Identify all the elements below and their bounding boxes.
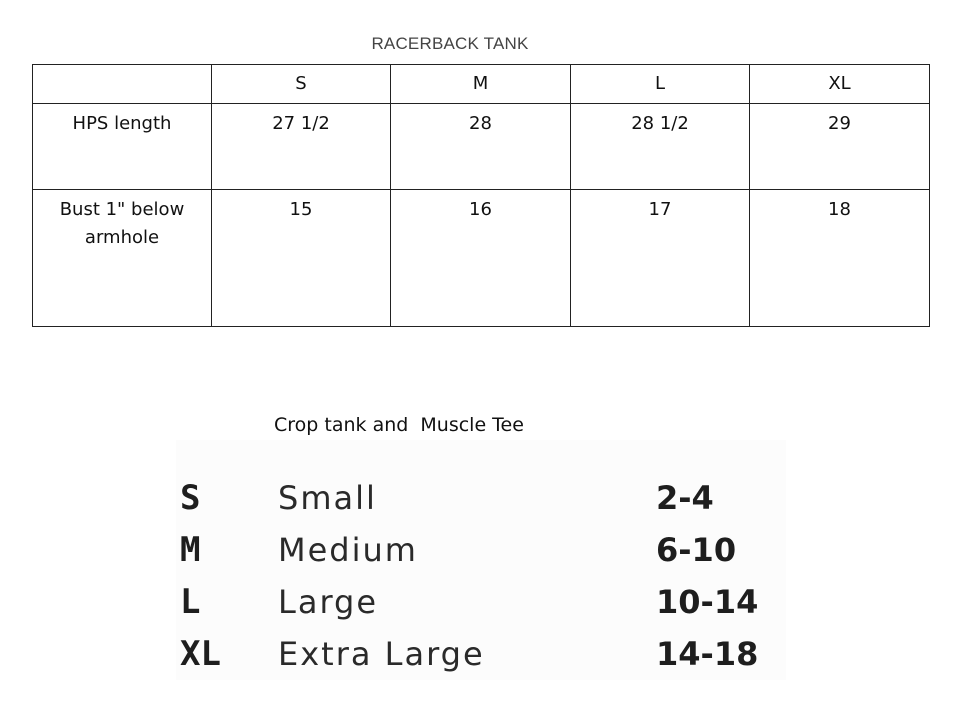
cell-value: 16 [391,190,571,327]
size-range: 6-10 [656,531,737,569]
size-code: M [180,530,201,570]
header-cell-empty [33,65,212,104]
header-cell-xl: XL [750,65,930,104]
cell-value: 28 [391,104,571,190]
list-item [176,576,786,628]
crop-size-chart [176,440,786,680]
size-range: 10-14 [656,583,759,621]
size-name: Extra Large [278,635,485,673]
header-cell-s: S [212,65,391,104]
cell-value: 15 [212,190,391,327]
racerback-title-text: RACERBACK TANK [371,34,529,53]
list-item [176,472,786,524]
size-name: Small [278,479,377,517]
table-row [33,190,930,327]
header-cell-l: L [571,65,750,104]
table-header-row [33,65,930,104]
size-code: XL [180,634,221,674]
table-row [33,104,930,190]
cell-value: 27 1/2 [212,104,391,190]
size-name: Medium [278,531,418,569]
cell-value: 17 [571,190,750,327]
header-cell-m: M [391,65,571,104]
list-item [176,628,786,680]
cell-value: 18 [750,190,930,327]
size-name: Large [278,583,379,621]
cell-value: 28 1/2 [571,104,750,190]
racerback-title [0,34,900,54]
list-item [176,524,786,576]
size-range: 2-4 [656,479,714,517]
row-label-bust: Bust 1" below armhole [33,190,212,327]
crop-tank-title: Crop tank and Muscle Tee [274,414,524,436]
cell-value: 29 [750,104,930,190]
size-range: 14-18 [656,635,759,673]
racerback-size-table [32,64,930,327]
size-code: S [180,478,201,518]
size-code: L [180,582,201,622]
row-label-hps-length: HPS length [33,104,212,190]
